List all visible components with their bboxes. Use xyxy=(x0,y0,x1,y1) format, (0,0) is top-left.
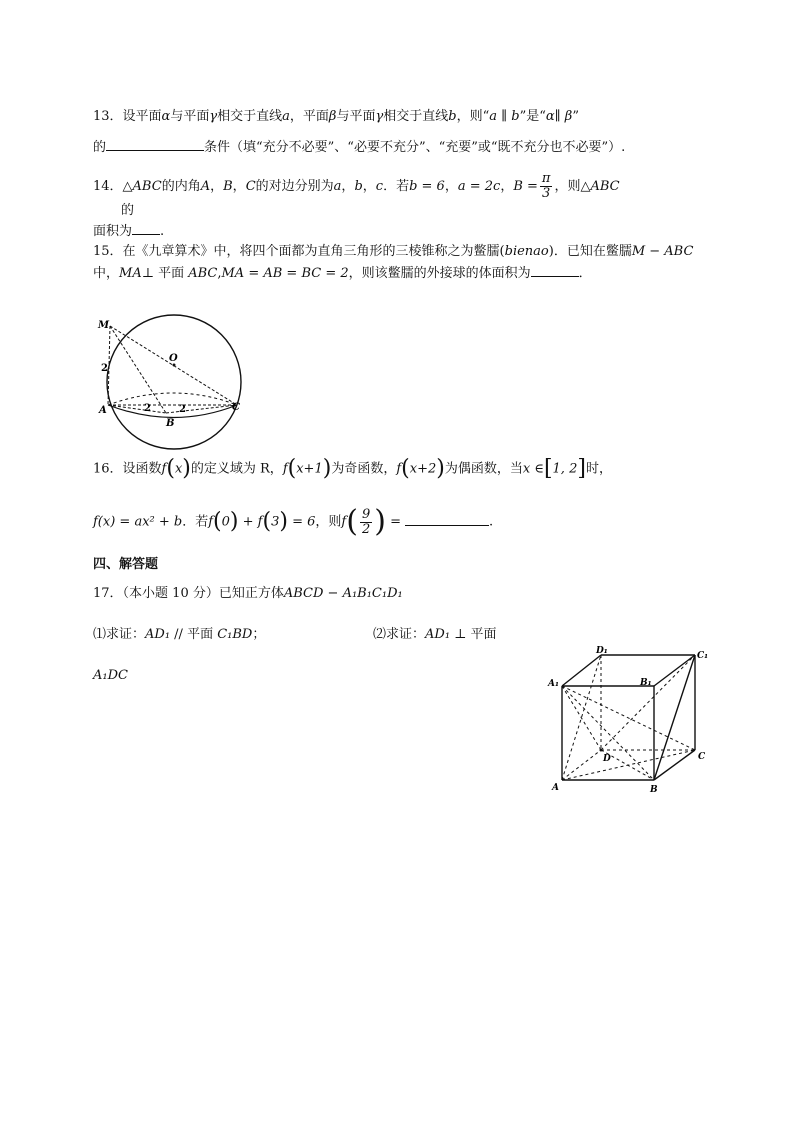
q16-num: 0 xyxy=(221,514,230,530)
q17-cube: ABCD − A₁B₁C₁D₁ xyxy=(283,586,403,601)
q15-pinyin: bienao xyxy=(504,244,549,259)
q15-text: ，则该鳖臑的外接球的体面积为 xyxy=(348,266,531,281)
q17-part2-cont xyxy=(93,667,128,685)
label-a1: A₁ xyxy=(548,679,559,689)
q16-eq: = xyxy=(385,514,401,530)
label-o: O xyxy=(169,353,178,364)
label-length-ab: 2 xyxy=(144,403,151,414)
q17-var: A₁DC xyxy=(93,668,128,683)
diag-bc1 xyxy=(654,655,695,780)
q13-line2 xyxy=(93,138,625,157)
q16-num: 3 xyxy=(271,514,280,530)
diag-a1b xyxy=(562,686,654,780)
q14-text: 面积为 xyxy=(93,224,133,239)
diag-dc1 xyxy=(601,655,695,750)
q14-triangle: △ABC xyxy=(122,179,162,194)
paren: ( xyxy=(346,504,358,539)
q15-var: ABC xyxy=(188,266,218,281)
q14-eq: B = xyxy=(513,179,538,194)
q13-text: ，则“ xyxy=(456,109,490,124)
answer-blank[interactable] xyxy=(132,222,160,235)
sphere-tetrahedron-figure xyxy=(90,305,260,455)
q14-var: C xyxy=(245,179,256,194)
q13-text: 相交于直线 xyxy=(383,109,449,124)
q15-text: ⊥ 平面 xyxy=(141,266,189,281)
label-length-bc: 2 xyxy=(179,404,186,415)
q16-text: ，则 xyxy=(315,514,342,530)
label-c: C xyxy=(232,402,240,413)
q14-var: a xyxy=(333,179,342,194)
q15-text: 15．在《九章算术》中，将四个面都为直角三角形的三棱锥称之为鳖臑( xyxy=(93,244,505,259)
q15-var: MA xyxy=(119,266,142,281)
paren: ) xyxy=(229,509,239,534)
q14-sep: ， xyxy=(232,179,246,194)
q13-line1 xyxy=(93,108,579,126)
q17-part1 xyxy=(93,626,265,644)
q16-text: 为偶函数，当 xyxy=(444,461,523,477)
edge-a1d1 xyxy=(562,655,601,686)
q15-line2 xyxy=(93,264,592,283)
paren: ) xyxy=(182,456,191,481)
q14-text: ．若 xyxy=(383,179,410,194)
q14-text: 的内角 xyxy=(161,179,201,194)
q17-text: // 平面 xyxy=(170,627,218,642)
label-b: B xyxy=(650,785,658,795)
q14-sep: ， xyxy=(210,179,224,194)
q13-text: ，平面 xyxy=(289,109,329,124)
q13-alpha: α xyxy=(161,109,171,124)
q16-text: 为奇函数， xyxy=(331,461,397,477)
q14-var: A xyxy=(200,179,211,194)
q14-sep: ， xyxy=(362,179,376,194)
q16-func: + f xyxy=(238,514,263,530)
q14-var: B xyxy=(223,179,233,194)
label-b: B xyxy=(166,418,175,429)
q16-func: f xyxy=(161,461,167,477)
q13-condition: a ∥ b xyxy=(489,109,520,124)
q13-text: 与平面 xyxy=(336,109,376,124)
q16-line2 xyxy=(93,503,493,541)
q13-conclusion: α∥ β xyxy=(545,109,573,124)
q14-line3 xyxy=(93,222,164,241)
q13-line-b: b xyxy=(448,109,457,124)
paren: ( xyxy=(262,509,272,534)
label-d1: D₁ xyxy=(596,646,608,656)
answer-blank[interactable] xyxy=(106,138,204,151)
bracket: [ xyxy=(543,456,553,481)
q14-line2 xyxy=(121,202,134,220)
q13-text: 相交于直线 xyxy=(217,109,283,124)
q16-var: x xyxy=(174,461,183,477)
label-c: C xyxy=(698,752,706,762)
q17-var: AD₁ xyxy=(145,627,171,642)
q14-eq: b = 6 xyxy=(409,179,445,194)
q17-part2 xyxy=(373,626,497,644)
q13-text: 条件（填“充分不必要”、“必要不充分”、“充要”或“既不充分也不必要”）. xyxy=(204,140,626,155)
q13-text: ” xyxy=(572,109,579,124)
q14-fraction xyxy=(540,172,553,201)
q14-sep: ， xyxy=(500,179,514,194)
q14-text: 的 xyxy=(121,203,135,218)
q16-func: f xyxy=(208,514,214,530)
q14-var: c xyxy=(375,179,384,194)
label-c1: C₁ xyxy=(697,651,709,661)
q13-gamma: γ xyxy=(375,109,384,124)
paren: ( xyxy=(401,456,410,481)
fraction-numerator: 9 xyxy=(361,506,371,522)
q17-text: 17．（本小题 10 分）已知正方体 xyxy=(93,586,284,601)
q17-var: AD₁ xyxy=(425,627,451,642)
fraction-denominator: 2 xyxy=(361,521,371,537)
point-d xyxy=(600,749,603,752)
edge-b1c1 xyxy=(654,655,695,686)
q17-text: ⑵求证： xyxy=(373,627,426,642)
section-heading: 四、解答题 xyxy=(93,557,159,572)
paren: ) xyxy=(279,509,288,534)
q16-func: f xyxy=(341,514,347,530)
q17-text: ； xyxy=(252,627,266,642)
q16-text: 的定义域为 R， xyxy=(190,461,283,477)
q14-text: 14． xyxy=(93,179,123,194)
q14-text: ，则△ xyxy=(554,179,591,194)
paren: ( xyxy=(287,456,297,481)
label-m: M xyxy=(98,320,110,331)
label-b1: B₁ xyxy=(640,678,652,688)
q13-beta: β xyxy=(328,109,337,124)
q14-var: b xyxy=(354,179,363,194)
cube-figure xyxy=(540,640,720,800)
q15-text: )．已知在鳖臑 xyxy=(548,244,632,259)
paren: ) xyxy=(374,504,386,539)
q17-var: C₁BD xyxy=(217,627,253,642)
q17-text: ⑴求证： xyxy=(93,627,146,642)
edge-ab xyxy=(108,405,166,413)
answer-blank[interactable] xyxy=(405,513,489,526)
paren: ( xyxy=(213,509,222,534)
q16-text: . xyxy=(488,514,494,530)
q14-eq: a = 2c xyxy=(457,179,501,194)
q16-func: f xyxy=(282,461,288,477)
paren: ) xyxy=(322,456,332,481)
q14-triangle: ABC xyxy=(590,179,620,194)
q16-line1 xyxy=(93,457,612,481)
q13-text: 13．设平面 xyxy=(93,109,162,124)
q16-expr: f(x) = ax² + b xyxy=(93,514,183,530)
q16-eq: = 6 xyxy=(287,514,316,530)
label-a: A xyxy=(552,783,559,793)
q16-text: 时， xyxy=(585,461,612,477)
fraction-denominator: 3 xyxy=(542,186,551,201)
q13-line-a: a xyxy=(282,109,290,124)
q15-text: , xyxy=(217,266,222,281)
q16-fraction xyxy=(360,508,372,537)
q15-text: ． xyxy=(578,266,592,281)
q16-expr: x+2 xyxy=(409,461,437,477)
label-a: A xyxy=(99,405,107,416)
q15-text: 中， xyxy=(93,266,120,281)
q17-line1 xyxy=(93,585,403,603)
bracket: ] xyxy=(577,456,586,481)
q16-expr: x ∈ xyxy=(522,461,544,477)
diag-a1d xyxy=(562,686,601,750)
edge-mb xyxy=(110,326,166,413)
q13-text: ”是“ xyxy=(519,109,546,124)
q14-line1 xyxy=(93,170,620,204)
paren: ( xyxy=(166,456,175,481)
q14-text: 的对边分别为 xyxy=(255,179,334,194)
q13-text: 与平面 xyxy=(170,109,210,124)
label-d: D xyxy=(603,754,611,764)
q15-eq: MA = AB = BC = 2 xyxy=(221,266,349,281)
q16-text: ．若 xyxy=(182,514,209,530)
q15-line1 xyxy=(93,243,693,261)
q17-text: ⊥ 平面 xyxy=(450,627,497,642)
equator-back xyxy=(108,393,237,405)
q16-text: 16．设函数 xyxy=(93,461,162,477)
q13-text: 的 xyxy=(93,140,107,155)
q14-sep: ， xyxy=(341,179,355,194)
q14-text: . xyxy=(160,224,165,239)
q16-interval: 1, 2 xyxy=(552,461,578,477)
answer-blank[interactable] xyxy=(531,264,579,277)
fraction-numerator: π xyxy=(541,171,551,186)
q15-tetrahedron: M − ABC xyxy=(631,244,694,259)
paren: ) xyxy=(436,456,445,481)
q16-expr: x+1 xyxy=(296,461,323,477)
q14-sep: ， xyxy=(444,179,458,194)
q13-gamma: γ xyxy=(209,109,218,124)
label-length-ma: 2 xyxy=(101,363,108,374)
q16-func: f xyxy=(396,461,402,477)
